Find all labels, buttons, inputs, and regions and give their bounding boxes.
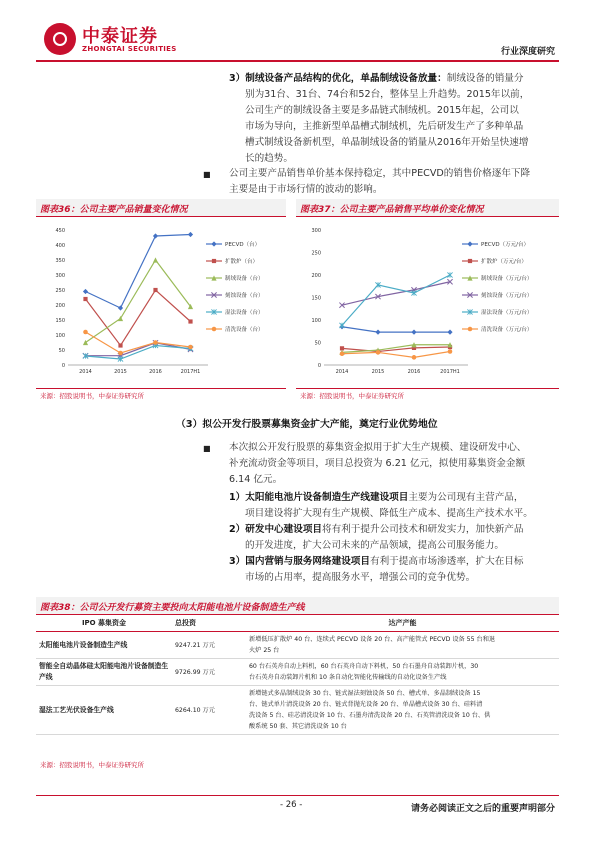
y-tick-label: 300 xyxy=(55,272,65,279)
legend-marker xyxy=(468,327,473,332)
fig38-title-bar xyxy=(36,597,559,614)
fig37-source: 来源：招股说明书，中泰证券研究所 xyxy=(300,392,404,400)
series-line xyxy=(342,275,450,325)
ipo-line: 6.14 亿元。 xyxy=(229,474,283,485)
y-tick-label: 0 xyxy=(61,362,65,369)
section3-line: 市场为导向，主推新型单晶槽式制绒机，先后研发生产了多种单晶 xyxy=(245,121,524,132)
bullet-icon: ■ xyxy=(203,444,211,453)
table-header-row xyxy=(36,616,559,632)
capacity-line: 火炉 25 台 xyxy=(249,647,280,654)
section3-paragraph xyxy=(229,71,559,167)
series-line xyxy=(342,327,450,332)
report-type: 行业深度研究 xyxy=(500,47,555,57)
section3-line: 公司生产的制绒设备主要是多晶链式制绒机。2015年起，公司以 xyxy=(245,105,519,116)
data-point xyxy=(83,289,88,294)
company-logo-ring xyxy=(53,32,67,46)
section-ipo-heading: （3）拟公开发行股票募集资金扩大产能，奠定行业优势地位 xyxy=(176,419,438,430)
table-header-cell: IPO 募集资金 xyxy=(36,616,172,632)
ipo-items xyxy=(229,490,559,586)
data-point xyxy=(188,319,192,323)
legend-label: PECVD（台） xyxy=(225,242,261,248)
fig37-bottom-rule xyxy=(296,388,559,389)
ipo-item-1 xyxy=(229,490,559,522)
legend-marker xyxy=(467,241,472,246)
section3-line-0 xyxy=(229,71,559,87)
ipo-item-2 xyxy=(229,522,559,554)
logo-chinese-name: 中泰证券 xyxy=(82,26,158,47)
fig37-title-bar xyxy=(296,199,559,216)
data-point xyxy=(447,272,452,277)
x-tick-label: 2016 xyxy=(149,369,162,375)
data-point xyxy=(118,343,122,347)
legend-marker xyxy=(212,327,217,332)
data-point xyxy=(412,355,417,360)
project-name: 智能全自动晶体硅太阳能电池片设备制造生产线 xyxy=(36,659,172,686)
header-divider xyxy=(36,60,559,62)
capacity-line: 60 台石英舟自动上料机，60 台石英舟自动下料机，50 台石墨舟自动装卸片机，30 xyxy=(249,663,479,670)
y-tick-label: 50 xyxy=(58,347,65,354)
x-tick-label: 2017H1 xyxy=(180,369,201,375)
data-point xyxy=(188,232,193,237)
fig36-source: 来源：招股说明书，中泰证券研究所 xyxy=(40,392,144,400)
y-tick-label: 250 xyxy=(311,250,321,257)
project-invest: 9726.99 万元 xyxy=(172,659,246,686)
legend-label: 湿法设备（万元/台） xyxy=(481,310,533,316)
project-name: 湿法工艺光伏设备生产线 xyxy=(36,686,172,735)
data-point xyxy=(339,323,344,328)
legend-label: 制绒设备（台） xyxy=(225,276,264,282)
ipo-item-bold: 太阳能电池片设备制造生产线建设项目 xyxy=(245,492,409,503)
logo-english-name: ZHONGTAI SECURITIES xyxy=(82,45,177,53)
capacity-line: 新增链式多晶制绒设备 30 台、链式湿法刻蚀设备 50 台、槽式单、多晶制绒设备 15 xyxy=(249,690,481,697)
fig37-rule xyxy=(296,216,559,217)
y-tick-label: 250 xyxy=(55,287,65,294)
data-point xyxy=(375,330,380,335)
capacity-line: 台、链式单片清洗设备 20 台、链式背抛光设备 20 台、单晶槽式设备 30 台、硅料清 xyxy=(249,701,483,708)
page-number: - 26 - xyxy=(280,800,303,810)
data-point xyxy=(153,233,158,238)
fig38-table xyxy=(36,616,559,735)
y-tick-label: 300 xyxy=(311,227,321,234)
capacity-line: 新增低压扩散炉 40 台、连续式 PECVD 设备 20 台、高产能管式 PECVD 设备 55 台和退 xyxy=(249,636,496,643)
ipo-item-cont: 市场的占用率，提高服务水平，增强公司的竞争优势。 xyxy=(245,572,476,583)
data-point xyxy=(411,330,416,335)
x-tick-label: 2016 xyxy=(407,369,421,375)
section3-bold: 制绒设备产品结构的优化，单晶制绒设备放量： xyxy=(245,73,447,84)
series-line xyxy=(342,345,450,353)
fig37-title: 图表37：公司主要产品销售平均单价变化情况 xyxy=(300,205,484,215)
bullet1-line: 公司主要产品销售单价基本保持稳定，其中PECVD的销售价格逐年下降 xyxy=(229,168,531,179)
ipo-line: 补充流动资金等项目，项目总投资为 6.21 亿元，拟使用募集资金金额 xyxy=(229,458,526,469)
project-capacity xyxy=(246,659,559,686)
fig38-rule xyxy=(36,614,559,615)
bullet1-paragraph xyxy=(229,166,559,198)
legend-label: 刻蚀设备（台） xyxy=(225,293,264,299)
table-row xyxy=(36,659,559,686)
section3-text: 制绒设备的销量分 xyxy=(446,73,524,84)
bullet-icon: ■ xyxy=(203,170,211,179)
bullet1-line: 主要是由于市场行情的波动的影响。 xyxy=(229,184,383,195)
section3-line: 长的趋势。 xyxy=(245,153,293,164)
legend-label: 制绒设备（万元/台） xyxy=(481,276,533,282)
fig36-title: 图表36：公司主要产品销量变化情况 xyxy=(40,205,188,215)
fig37-chart xyxy=(296,220,559,385)
ipo-paragraph xyxy=(229,440,559,488)
x-tick-label: 2015 xyxy=(114,369,127,375)
ipo-item-text: 有利于提高市场渗透率，扩大在目标 xyxy=(370,556,524,567)
data-point xyxy=(83,330,88,335)
x-tick-label: 2014 xyxy=(79,369,92,375)
fig36-rule xyxy=(36,216,286,217)
ipo-item-cont: 的开发进度，扩大公司未来的产品领域，提高公司服务能力。 xyxy=(245,540,505,551)
ipo-item-bold: 国内营销与服务网络建设项目 xyxy=(245,556,370,567)
fig36-chart xyxy=(36,220,286,385)
data-point xyxy=(340,351,345,356)
table-row xyxy=(36,686,559,735)
legend-label: PECVD（万元/台） xyxy=(481,242,529,248)
data-point xyxy=(153,340,158,345)
legend-label: 刻蚀设备（万元/台） xyxy=(481,293,533,299)
capacity-line: 洗设备 5 台、硅芯清洗设备 10 台、石墨舟清洗设备 20 台、石英管清洗设备 10 台、供 xyxy=(249,712,491,719)
legend-marker xyxy=(211,241,216,246)
x-tick-label: 2017H1 xyxy=(440,369,460,375)
fig36-title-bar xyxy=(36,199,286,216)
y-tick-label: 150 xyxy=(55,317,65,324)
fig38-source: 来源：招股说明书，中泰证券研究所 xyxy=(40,761,144,769)
y-tick-label: 150 xyxy=(311,295,321,302)
table-header-cell: 总投资 xyxy=(172,616,246,632)
y-tick-label: 100 xyxy=(311,317,321,324)
project-capacity xyxy=(246,632,559,659)
y-tick-label: 450 xyxy=(55,227,65,234)
y-tick-label: 350 xyxy=(55,257,65,264)
data-point xyxy=(188,345,193,350)
fig38-title: 图表38：公司公开发行募资主要投向太阳能电池片设备制造生产线 xyxy=(40,603,305,613)
project-invest: 6264.10 万元 xyxy=(172,686,246,735)
legend-marker xyxy=(468,259,472,263)
series-line xyxy=(86,235,191,309)
data-point xyxy=(448,349,453,354)
section3-line: 槽式制绒设备新机型，单晶制绒设备的销量从2016年开始呈快速增 xyxy=(245,137,529,148)
ipo-item-bold: 研发中心建设项目 xyxy=(245,524,323,535)
y-tick-label: 100 xyxy=(55,332,65,339)
capacity-line: 酸系统 50 套、其它清洗设备 10 台 xyxy=(249,723,347,730)
ipo-item-num: 2） xyxy=(229,524,246,535)
ipo-item-cont: 项目建设将扩大现有生产规模、降低生产成本、提高生产技术水平。 xyxy=(245,508,533,519)
data-point xyxy=(83,297,87,301)
project-capacity xyxy=(246,686,559,735)
ipo-item-num: 3） xyxy=(229,556,246,567)
y-tick-label: 200 xyxy=(55,302,65,309)
ipo-item-text: 将有利于提升公司技术和研发实力，加快新产品 xyxy=(322,524,524,535)
x-tick-label: 2014 xyxy=(335,369,349,375)
legend-label: 湿法设备（台） xyxy=(225,310,264,316)
data-point xyxy=(118,351,123,356)
legend-marker xyxy=(212,259,216,263)
legend-label: 清洗设备（台） xyxy=(225,327,264,333)
section3-line: 别为31台、31台、74台和52台，整体呈上升趋势。2015年以前， xyxy=(245,89,530,100)
project-name: 太阳能电池片设备制造生产线 xyxy=(36,632,172,659)
ipo-item-num: 1） xyxy=(229,492,246,503)
x-tick-label: 2015 xyxy=(371,369,385,375)
data-point xyxy=(153,257,158,262)
series-line xyxy=(342,352,450,358)
legend-label: 扩散炉（台） xyxy=(225,259,259,265)
y-tick-label: 0 xyxy=(317,362,321,369)
series-line xyxy=(342,282,450,305)
ipo-item-3 xyxy=(229,554,559,586)
project-invest: 9247.21 万元 xyxy=(172,632,246,659)
fig36-bottom-rule xyxy=(36,388,286,389)
table-header-cell: 达产产能 xyxy=(246,616,559,632)
ipo-item-text: 主要为公司现有主营产品， xyxy=(408,492,524,503)
footer-divider xyxy=(36,795,559,796)
y-tick-label: 400 xyxy=(55,242,65,249)
data-point xyxy=(153,288,157,292)
data-point xyxy=(118,305,123,310)
data-point xyxy=(447,330,452,335)
section3-num: 3） xyxy=(229,73,246,84)
data-point xyxy=(118,316,123,321)
data-point xyxy=(376,350,381,355)
y-tick-label: 50 xyxy=(314,340,321,347)
legend-label: 清洗设备（万元/台） xyxy=(481,327,533,333)
legend-label: 扩散炉（万元/台） xyxy=(481,259,527,265)
capacity-line: 台石英舟自动装卸片机和 10 条自动化智能化传输线的自动化设备生产线 xyxy=(249,674,447,681)
y-tick-label: 200 xyxy=(311,272,321,279)
table-row xyxy=(36,632,559,659)
ipo-line: 本次拟公开发行股票的募集资金拟用于扩大生产规模、建设研发中心、 xyxy=(229,442,527,453)
disclaimer-note: 请务必阅读正文之后的重要声明部分 xyxy=(410,804,555,814)
